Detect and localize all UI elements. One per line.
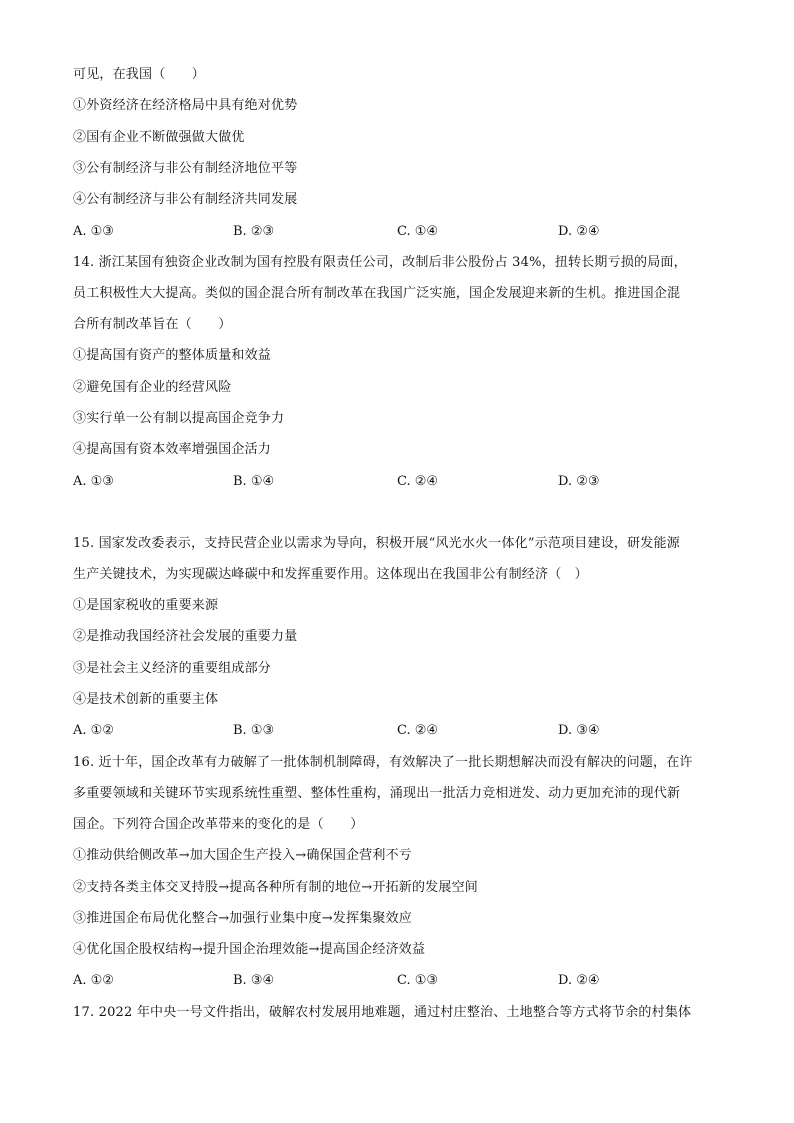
q14-item-3: ③实行单一公有制以提高国企竞争力	[73, 411, 285, 426]
q13-option-b[interactable]: B. ②③	[233, 224, 275, 239]
q16-item-1: ①推动供给侧改革→加大国企生产投入→确保国企营利不亏	[73, 848, 412, 863]
q15-option-d[interactable]: D. ③④	[558, 723, 600, 738]
q15-options	[73, 723, 733, 739]
q14-stem-line-1: 14. 浙江某国有独资企业改制为国有控股有限责任公司，改制后非公股份占 34%，扭转长期亏损的局面，	[73, 255, 687, 270]
q15-item-3: ③是社会主义经济的重要组成部分	[73, 661, 272, 676]
q14-option-b[interactable]: B. ①④	[233, 474, 275, 489]
q16-stem-line-1: 16. 近十年，国企改革有力破解了一批体制机制障碍，有效解决了一批长期想解决而没有解决的问题，在许	[73, 755, 693, 770]
q16-options	[73, 973, 733, 989]
q14-item-4: ④提高国有资本效率增强国企活力	[73, 442, 272, 457]
q15-stem-line-2: 生产关键技术，为实现碳达峰碳中和发挥重要作用。这体现出在我国非公有制经济（ ）	[73, 567, 588, 582]
q13-item-3: ③公有制经济与非公有制经济地位平等	[73, 161, 298, 176]
q14-option-d[interactable]: D. ②③	[558, 474, 600, 489]
q13-item-1: ①外资经济在经济格局中具有绝对优势	[73, 98, 298, 113]
q15-item-2: ②是推动我国经济社会发展的重要力量	[73, 629, 298, 644]
q13-option-a[interactable]: A. ①③	[73, 224, 114, 239]
q14-option-c[interactable]: C. ②④	[397, 474, 439, 489]
q16-option-b[interactable]: B. ③④	[233, 973, 275, 988]
q15-option-a[interactable]: A. ①②	[73, 723, 114, 738]
q13-option-d[interactable]: D. ②④	[558, 224, 600, 239]
q16-item-3: ③推进国企布局优化整合→加强行业集中度→发挥集聚效应	[73, 911, 412, 926]
q14-item-1: ①提高国有资产的整体质量和效益	[73, 348, 272, 363]
q16-item-2: ②支持各类主体交叉持股→提高各种所有制的地位→开拓新的发展空间	[73, 880, 478, 895]
q16-option-c[interactable]: C. ①③	[397, 973, 439, 988]
q13-stem-end: 可见，在我国（ ）	[73, 67, 206, 82]
q14-options	[73, 474, 733, 490]
q16-item-4: ④优化国企股权结构→提升国企治理效能→提高国企经济效益	[73, 942, 426, 957]
q15-item-4: ④是技术创新的重要主体	[73, 692, 219, 707]
q16-stem-line-2: 多重要领域和关键环节实现系统性重塑、整体性重构，涌现出一批活力竞相迸发、动力更加充沛的现代新	[73, 786, 681, 801]
q13-option-c[interactable]: C. ①④	[397, 224, 439, 239]
q16-option-a[interactable]: A. ①②	[73, 973, 114, 988]
q14-item-2: ②避免国有企业的经营风险	[73, 380, 232, 395]
q13-item-4: ④公有制经济与非公有制经济共同发展	[73, 192, 298, 207]
q16-stem-line-3: 国企。下列符合国企改革带来的变化的是（ ）	[73, 817, 364, 832]
q15-option-c[interactable]: C. ②④	[397, 723, 439, 738]
q15-stem-line-1: 15. 国家发改委表示，支持民营企业以需求为导向，积极开展“风光水火一体化”示范项目建设，研发能源	[73, 536, 680, 551]
q17-stem-line-1: 17. 2022 年中央一号文件指出，破解农村发展用地难题，通过村庄整治、土地整合等方式将节余的村集体	[73, 1005, 692, 1020]
q16-option-d[interactable]: D. ②④	[558, 973, 600, 988]
q14-stem-line-3: 合所有制改革旨在（ ）	[73, 317, 232, 332]
q14-option-a[interactable]: A. ①③	[73, 474, 114, 489]
q15-option-b[interactable]: B. ①③	[233, 723, 275, 738]
q15-item-1: ①是国家税收的重要来源	[73, 598, 219, 613]
q14-stem-line-2: 员工积极性大大提高。类似的国企混合所有制改革在我国广泛实施，国企发展迎来新的生机。推进国企混	[73, 286, 681, 301]
q13-options	[73, 224, 733, 240]
q13-item-2: ②国有企业不断做强做大做优	[73, 130, 245, 145]
